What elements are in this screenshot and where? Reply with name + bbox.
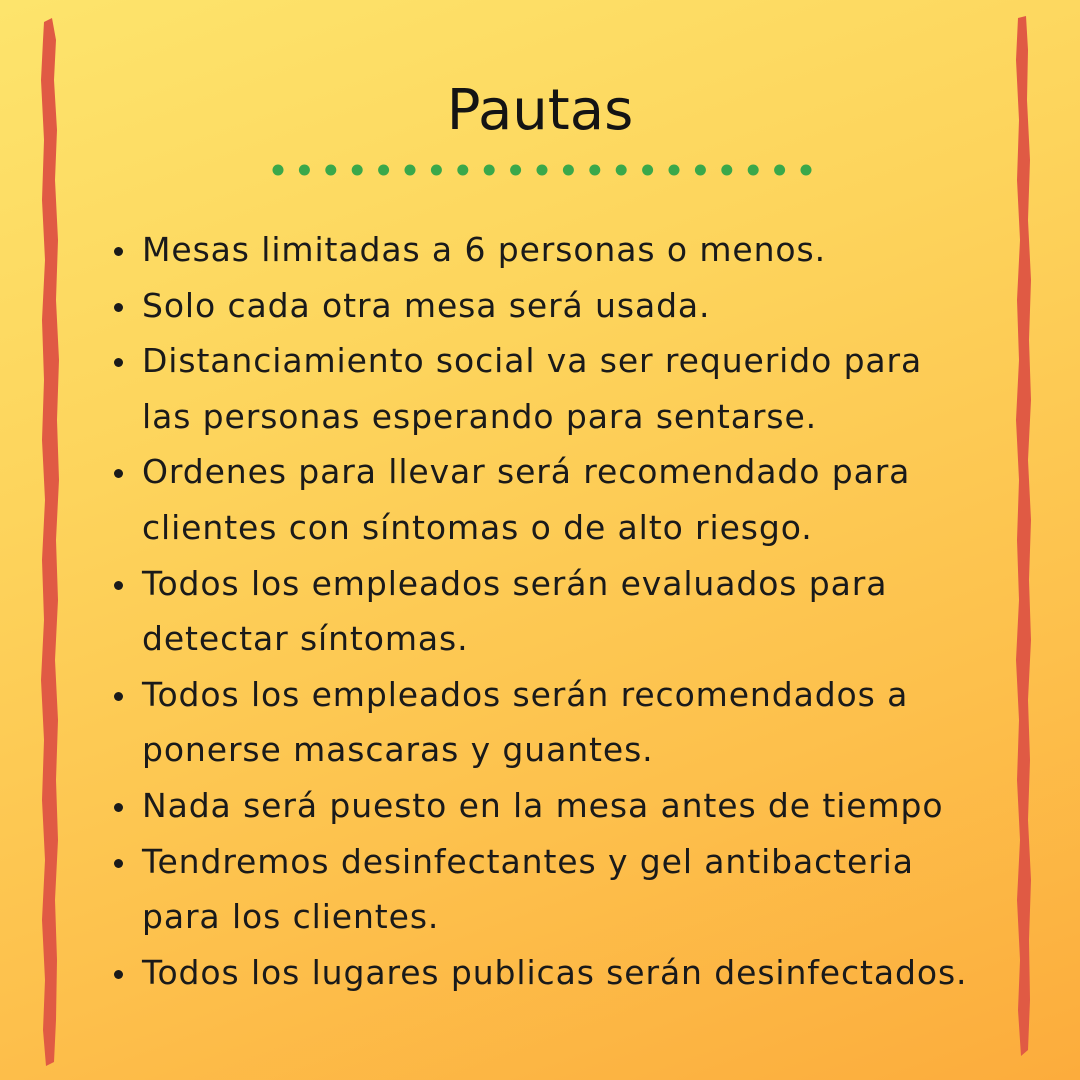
divider-dot [537,165,548,176]
divider-dot [378,165,389,176]
divider-dot [510,165,521,176]
guideline-text-line: detectar síntomas. [142,619,469,659]
guideline-text-line: Todos los lugares publicas serán desinfectados. [142,952,968,992]
bullet-dot-icon [114,303,123,312]
divider-dot [325,165,336,176]
guidelines-list [112,222,1002,1000]
left-brush-border [30,0,70,1080]
divider-dot [774,165,785,176]
divider-dot [273,165,284,176]
guideline-item [112,556,1002,667]
divider-dot [589,165,600,176]
guideline-text-line: para los clientes. [142,897,440,937]
guideline-item [112,222,1002,278]
bullet-dot-icon [114,581,123,590]
divider-dot [695,165,706,176]
guideline-text-line: las personas esperando para sentarse. [142,396,818,436]
divider-dot [405,165,416,176]
bullet-dot-icon [114,970,123,979]
divider-dot [457,165,468,176]
dotted-divider [268,162,816,178]
guideline-text-line: Distanciamiento social va ser requerido para [142,341,923,381]
guideline-text-line: Todos los empleados serán recomendados a [142,674,909,714]
divider-dot [563,165,574,176]
right-brush-border [1004,0,1044,1080]
guideline-text-line: Ordenes para llevar será recomendado para [142,452,911,492]
guideline-text-line: ponerse mascaras y guantes. [142,730,654,770]
guideline-item [112,778,1002,834]
divider-dot [299,165,310,176]
guideline-text-line: Todos los empleados serán evaluados para [142,563,888,603]
guideline-text-line: Mesas limitadas a 6 personas o menos. [142,230,826,269]
divider-dot [484,165,495,176]
divider-dot [748,165,759,176]
bullet-dot-icon [114,803,123,812]
page-title: Pautas [446,78,634,143]
divider-dot [352,165,363,176]
divider-dot [616,165,627,176]
guideline-item [112,278,1002,334]
guideline-item [112,834,1002,945]
divider-dot [721,165,732,176]
divider-dot [642,165,653,176]
guideline-item [112,667,1002,778]
divider-dot [801,165,812,176]
guideline-text-line: Solo cada otra mesa será usada. [142,285,711,325]
bullet-dot-icon [114,469,123,478]
bullet-dot-icon [114,692,123,701]
guideline-text-line: clientes con síntomas o de alto riesgo. [142,507,813,547]
guideline-item [112,333,1002,444]
guideline-item [112,444,1002,555]
bullet-dot-icon [114,247,123,256]
guideline-item [112,945,1002,1001]
guideline-text-line: Nada será puesto en la mesa antes de tiempo [142,785,944,825]
bullet-dot-icon [114,358,123,367]
divider-dot [669,165,680,176]
guideline-text-line: Tendremos desinfectantes y gel antibacteria [142,841,914,881]
divider-dot [431,165,442,176]
bullet-dot-icon [114,859,123,868]
